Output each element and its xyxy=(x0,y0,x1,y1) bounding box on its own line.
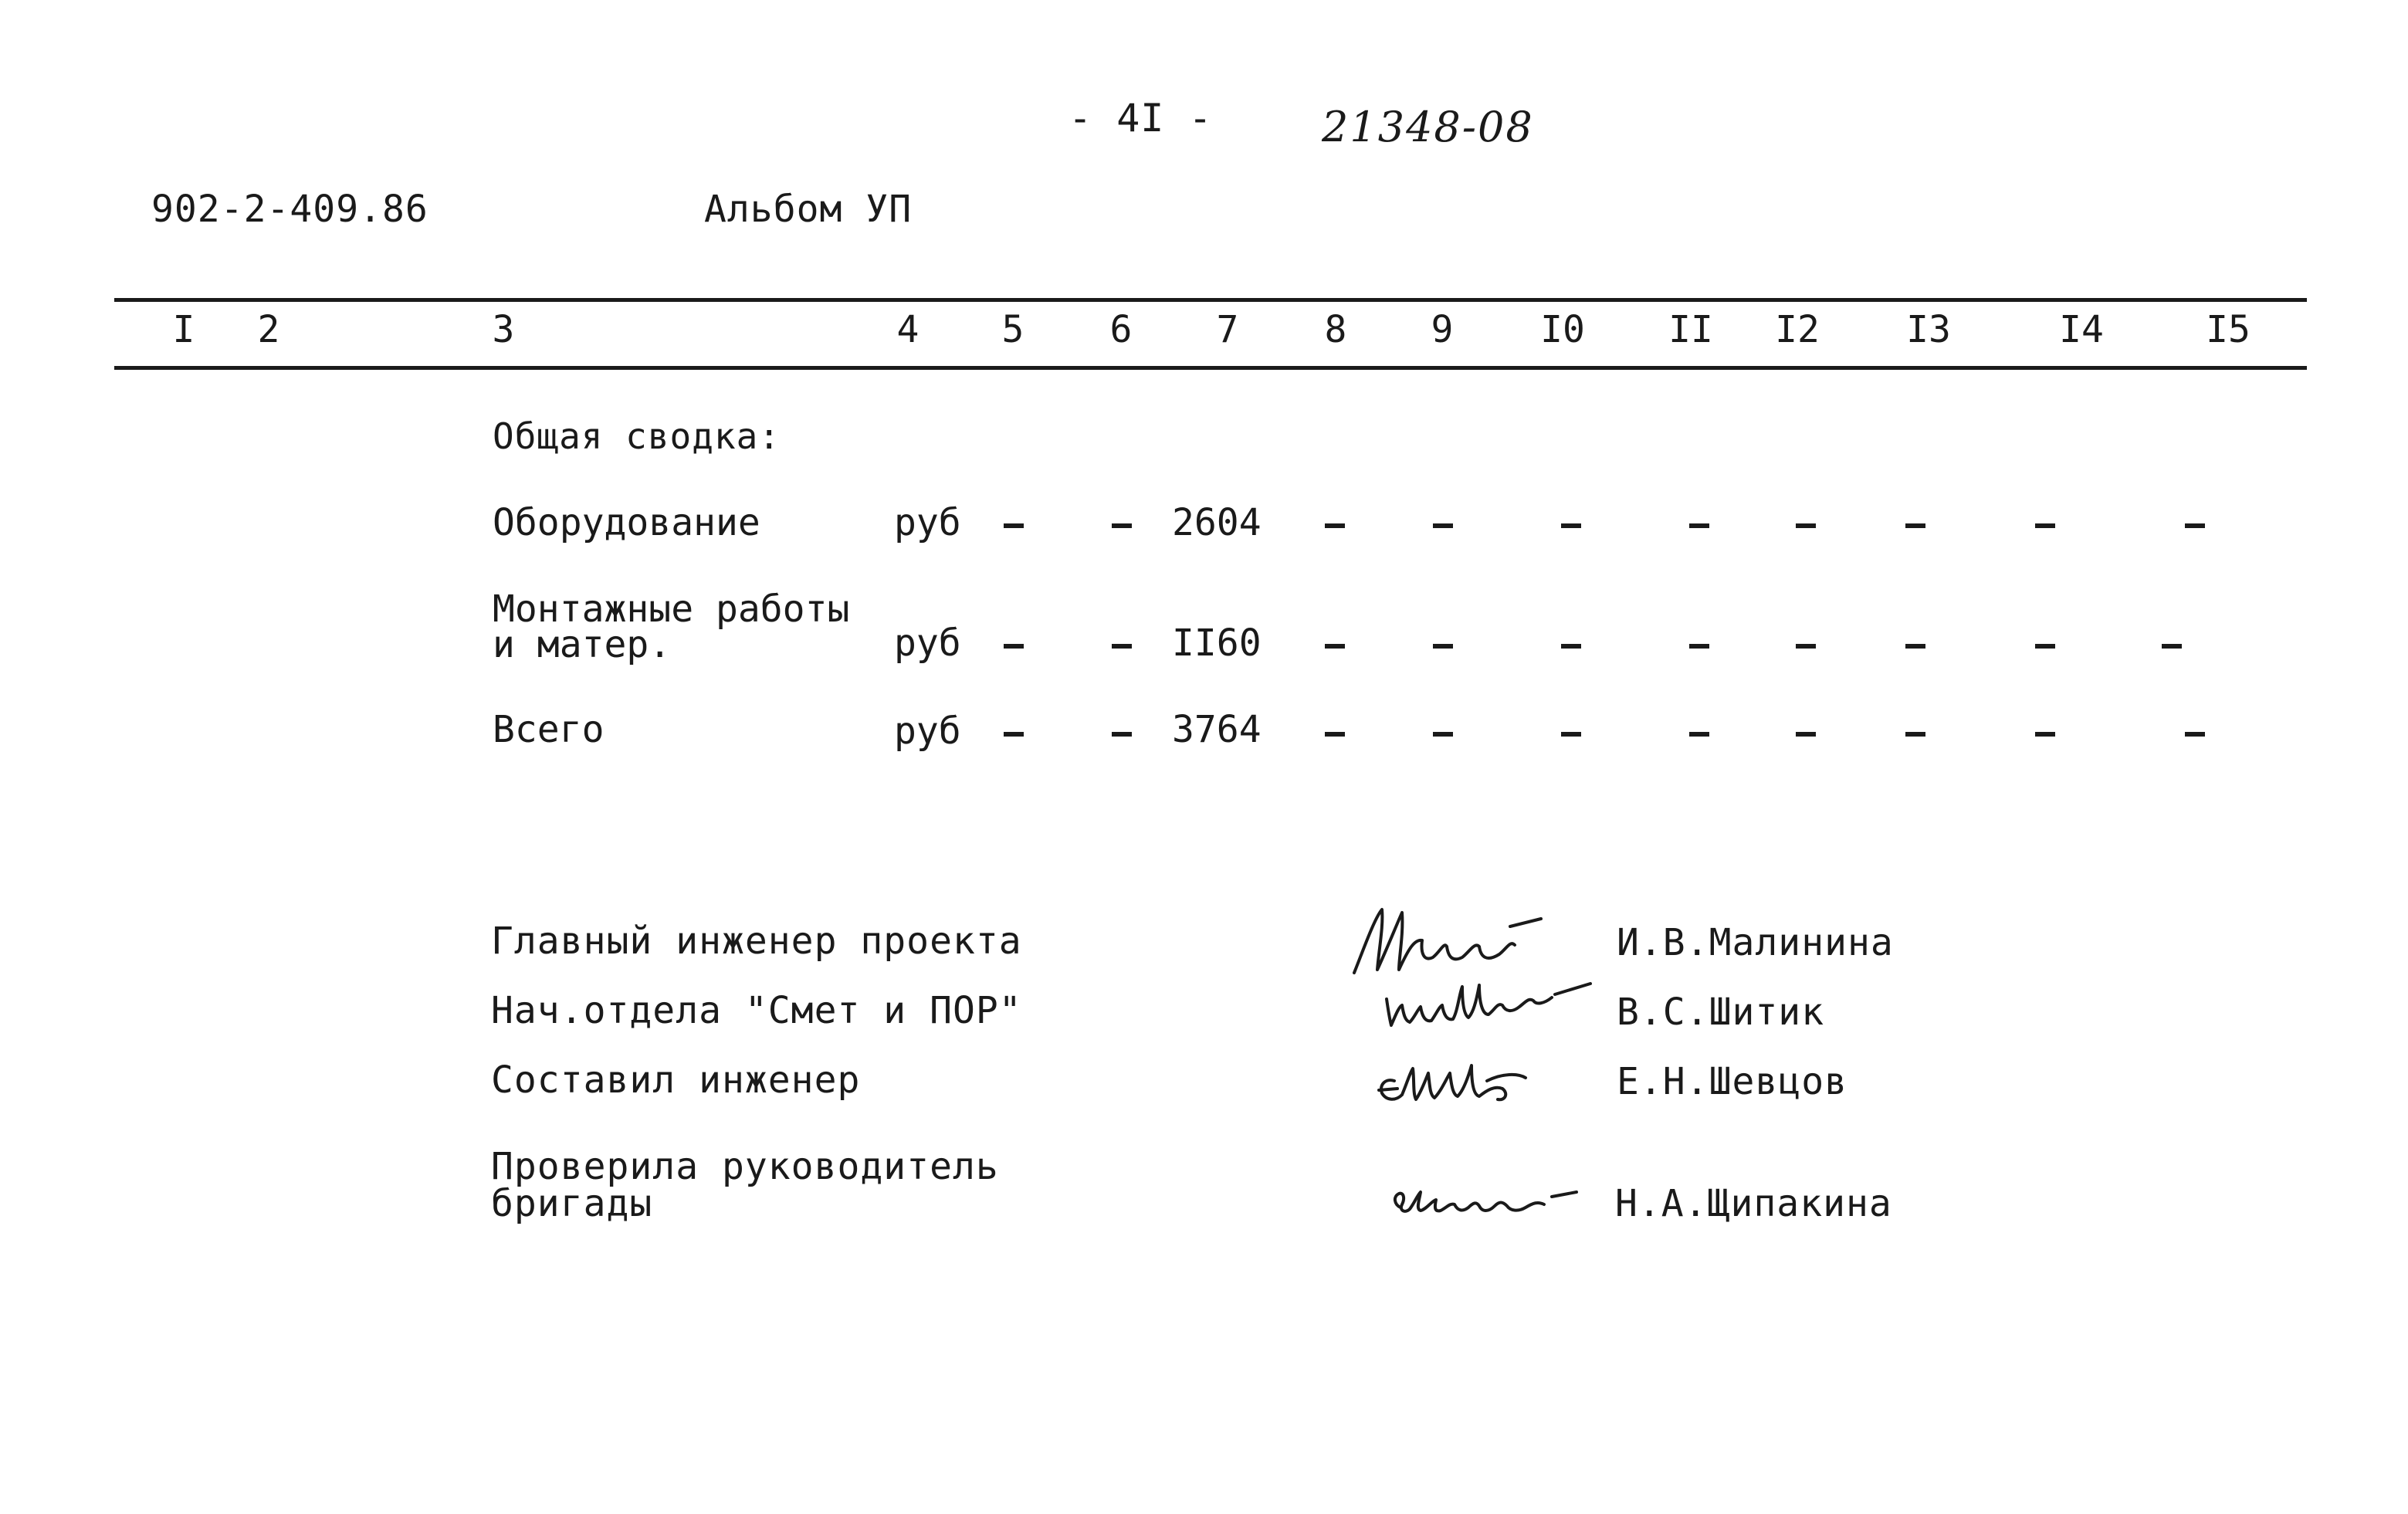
dash-col9 xyxy=(1433,732,1453,737)
signatory-role: Составил инженер xyxy=(491,1058,861,1102)
row-name: Всего xyxy=(493,708,605,751)
dash-col8 xyxy=(1325,523,1345,528)
dash-col9 xyxy=(1433,644,1453,649)
column-number: 5 xyxy=(1001,308,1025,351)
dash-col15 xyxy=(2162,644,2182,649)
dash-col15 xyxy=(2185,523,2205,528)
row-value-col7: 2604 xyxy=(1172,501,1262,544)
column-number: 9 xyxy=(1431,308,1454,351)
dash-col5 xyxy=(1004,523,1024,528)
dash-col13 xyxy=(1905,732,1925,737)
dash-col12 xyxy=(1796,732,1816,737)
dash-col11 xyxy=(1689,732,1709,737)
row-value-col7: II60 xyxy=(1172,622,1262,665)
handwritten-signature xyxy=(1387,1174,1587,1228)
signatory-name: Е.Н.Шевцов xyxy=(1617,1060,1847,1103)
dash-col9 xyxy=(1433,523,1453,528)
row-value-col7: 3764 xyxy=(1172,708,1262,751)
dash-col10 xyxy=(1561,732,1581,737)
dash-col10 xyxy=(1561,523,1581,528)
column-number: I4 xyxy=(2059,308,2104,351)
column-number: I5 xyxy=(2206,308,2251,351)
dash-col6 xyxy=(1112,732,1132,737)
column-number: 3 xyxy=(492,308,515,351)
dash-col11 xyxy=(1689,523,1709,528)
project-number: 902-2-409.86 xyxy=(151,188,428,231)
table-header-rule xyxy=(114,366,2307,370)
album-label: Альбом УП xyxy=(704,188,913,231)
signatory-role-continued: бригады xyxy=(491,1182,653,1225)
signatory-name: И.В.Малинина xyxy=(1617,921,1894,964)
row-name: Монтажные работы xyxy=(493,588,850,631)
row-unit: руб xyxy=(894,622,961,665)
handwritten-signature xyxy=(1371,1050,1556,1112)
signatory-role: Проверила руководитель xyxy=(491,1145,999,1188)
dash-col5 xyxy=(1004,644,1024,649)
dash-col14 xyxy=(2035,732,2055,737)
column-number: 8 xyxy=(1324,308,1347,351)
dash-col12 xyxy=(1796,644,1816,649)
row-name-continued: и матер. xyxy=(493,623,672,666)
dash-col8 xyxy=(1325,732,1345,737)
signatory-role: Нач.отдела "Смет и ПОР" xyxy=(491,989,1022,1032)
signatory-name: В.С.Шитик xyxy=(1617,991,1825,1034)
handwritten-signature xyxy=(1382,964,1606,1033)
dash-col13 xyxy=(1905,644,1925,649)
section-title: Общая сводка: xyxy=(493,415,781,457)
signatory-role: Главный инженер проекта xyxy=(491,920,1022,963)
document-code: 21348-08 xyxy=(1322,103,1534,151)
dash-col13 xyxy=(1905,523,1925,528)
signatory-name: Н.А.Щипакина xyxy=(1615,1182,1892,1225)
column-number: 2 xyxy=(257,308,280,351)
dash-col14 xyxy=(2035,523,2055,528)
row-unit: руб xyxy=(894,501,961,544)
column-number: I2 xyxy=(1775,308,1820,351)
dash-col12 xyxy=(1796,523,1816,528)
column-number: 7 xyxy=(1216,308,1239,351)
dash-col8 xyxy=(1325,644,1345,649)
row-name: Оборудование xyxy=(493,501,760,544)
table-top-rule xyxy=(114,298,2307,302)
dash-col10 xyxy=(1561,644,1581,649)
column-number: 6 xyxy=(1109,308,1133,351)
column-number: I3 xyxy=(1906,308,1951,351)
column-number: I xyxy=(172,308,195,351)
column-number: 4 xyxy=(896,308,920,351)
column-number: I0 xyxy=(1540,308,1585,351)
dash-col11 xyxy=(1689,644,1709,649)
page-number: - 4I - xyxy=(1069,96,1213,141)
row-unit: руб xyxy=(894,710,961,753)
dash-col5 xyxy=(1004,732,1024,737)
dash-col15 xyxy=(2185,732,2205,737)
dash-col6 xyxy=(1112,523,1132,528)
column-number: II xyxy=(1668,308,1713,351)
dash-col14 xyxy=(2035,644,2055,649)
dash-col6 xyxy=(1112,644,1132,649)
